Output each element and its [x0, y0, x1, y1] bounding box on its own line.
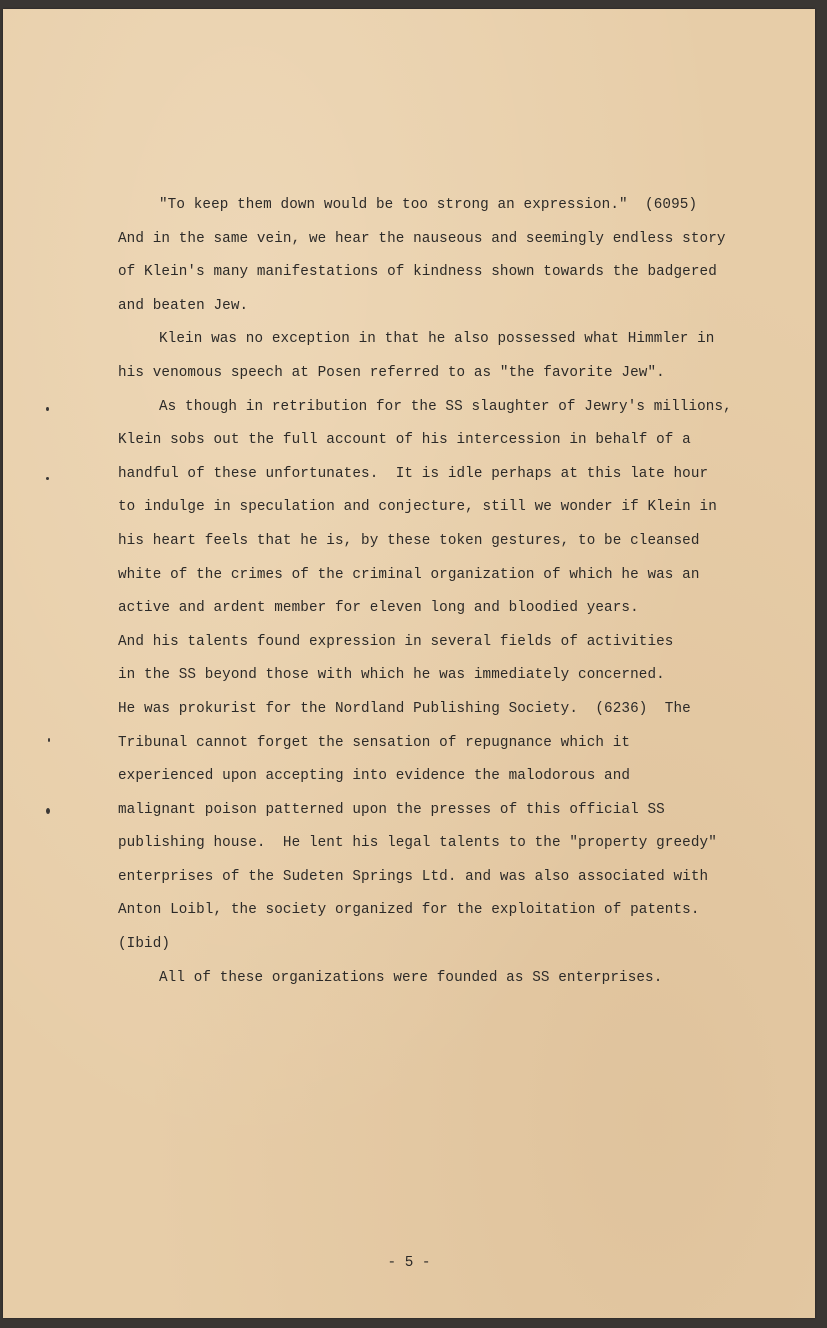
text-line: active and ardent member for eleven long and bloodied years. — [118, 600, 639, 617]
text-line: He was prokurist for the Nordland Publishing Society. (6236) The — [118, 700, 691, 717]
document-page — [3, 9, 815, 1318]
text-line: Klein sobs out the full account of his intercession in behalf of a — [118, 432, 691, 449]
paper-mark — [46, 808, 50, 814]
paragraph — [118, 323, 718, 390]
text-line: enterprises of the Sudeten Springs Ltd. and was also associated with — [118, 868, 709, 885]
paper-mark — [46, 407, 49, 411]
text-line: of Klein's many manifestations of kindness shown towards the badgered — [118, 264, 717, 281]
paragraph — [118, 626, 718, 962]
text-line: in the SS beyond those with which he was immediately concerned. — [118, 667, 665, 684]
text-line: malignant poison patterned upon the presses of this official SS — [118, 801, 665, 818]
paper-mark — [46, 477, 49, 480]
paragraph — [118, 391, 732, 626]
text-line: (Ibid) — [118, 936, 171, 953]
paragraph — [118, 189, 726, 323]
text-line: white of the crimes of the criminal organization of which he was an — [118, 566, 700, 583]
text-line: publishing house. He lent his legal talents to the "property greedy" — [118, 835, 717, 852]
text-line: Klein was no exception in that he also possessed what Himmler in — [159, 331, 715, 348]
text-line: his venomous speech at Posen referred to as "the favorite Jew". — [118, 364, 665, 381]
text-line: And his talents found expression in several fields of activities — [118, 633, 674, 650]
text-line: and beaten Jew. — [118, 297, 249, 314]
text-line: All of these organizations were founded as SS enterprises. — [159, 969, 663, 986]
text-line: handful of these unfortunates. It is idle perhaps at this late hour — [118, 465, 709, 482]
paragraph — [118, 962, 718, 996]
text-line: experienced upon accepting into evidence the malodorous and — [118, 768, 631, 785]
paper-mark — [48, 738, 50, 742]
page-number: - 5 - — [387, 1255, 431, 1271]
text-line: Tribunal cannot forget the sensation of repugnance which it — [118, 734, 631, 751]
text-line: to indulge in speculation and conjecture, still we wonder if Klein in — [118, 499, 717, 516]
text-line: As though in retribution for the SS slaughter of Jewry's millions, — [159, 398, 732, 415]
text-line: Anton Loibl, the society organized for the exploitation of patents. — [118, 902, 700, 919]
body-text — [118, 189, 732, 995]
text-line: "To keep them down would be too strong an expression." (6095) — [159, 197, 698, 213]
text-line: And in the same vein, we hear the nauseous and seemingly endless story — [118, 230, 726, 247]
text-line: his heart feels that he is, by these token gestures, to be cleansed — [118, 532, 700, 549]
